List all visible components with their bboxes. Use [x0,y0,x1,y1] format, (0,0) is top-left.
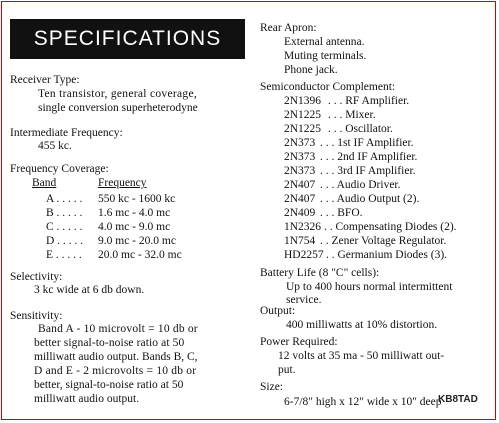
semi-desc: . . Compensating Diodes (2). [324,221,457,233]
band-column-header: Band [32,177,57,189]
size-heading: Size: [260,381,283,393]
sensitivity-line-4: D and E - 2 microvolts = 10 db or [34,365,197,377]
semi-part: 2N1225 [284,123,322,135]
power-line-2: put. [278,364,296,376]
rear-apron-line: External antenna. [284,36,365,48]
sensitivity-line-5: better, signal-to-noise ratio at 50 [34,379,184,391]
semi-desc: . . Zener Voltage Regulator. [320,235,447,247]
output-value: 400 milliwatts at 10% distortion. [286,319,438,331]
frequency-cell: 550 kc - 1600 kc [98,193,176,205]
frequency-cell: 4.0 mc - 9.0 mc [98,221,171,233]
semi-part: 2N409 [284,207,316,219]
semi-part: 2N407 [284,179,316,191]
semi-desc: . . . Oscillator. [328,123,393,135]
semi-part: 2N1396 [284,95,322,107]
band-cell: C . . . . . [46,221,83,233]
rear-apron-line: Phone jack. [284,64,338,76]
frequency-cell: 9.0 mc - 20.0 mc [98,235,176,247]
sensitivity-line-2: better signal-to-noise ratio at 50 [34,337,185,349]
output-heading: Output: [260,305,296,317]
frequency-coverage-heading: Frequency Coverage: [10,163,109,175]
semi-desc: . . . Audio Output (2). [320,193,420,205]
frequency-cell: 1.6 mc - 4.0 mc [98,207,171,219]
sensitivity-line-1: Band A - 10 microvolt = 10 db or [38,323,198,335]
rear-apron-heading: Rear Apron: [260,22,317,34]
semi-desc: . . . RF Amplifier. [328,95,410,107]
specifications-title: SPECIFICATIONS [10,19,245,59]
semi-part: 2N407 [284,193,316,205]
semi-part: HD2257 [284,249,324,261]
frequency-cell: 20.0 mc - 32.0 mc [98,249,182,261]
selectivity-heading: Selectivity: [10,271,63,283]
semi-desc: . . Germanium Diodes (3). [326,249,448,261]
rear-apron-line: Muting terminals. [284,50,367,62]
power-line-1: 12 volts at 35 ma - 50 milliwatt out- [278,350,445,362]
receiver-type-line-2: single conversion superheterodyne [38,102,198,114]
sensitivity-heading: Sensitivity: [10,310,63,322]
semi-part: 2N373 [284,151,316,163]
size-value: 6-7/8" high x 12" wide x 10" deep [284,396,442,408]
semi-desc: . . . BFO. [320,207,363,219]
semi-desc: . . . Mixer. [328,109,376,121]
if-frequency-heading: Intermediate Frequency: [10,127,123,139]
semi-part: 2N1225 [284,109,322,121]
battery-heading: Battery Life (8 "C" cells): [260,267,380,279]
semi-desc: . . . 2nd IF Amplifier. [320,151,418,163]
selectivity-value: 3 kc wide at 6 db down. [34,284,145,296]
band-cell: E . . . . . [46,249,82,261]
semi-part: 1N2326 [284,221,322,233]
power-heading: Power Required: [260,336,338,348]
semi-desc: . . . Audio Driver. [320,179,401,191]
if-frequency-value: 455 kc. [38,140,72,152]
sensitivity-line-3: milliwatt audio output. Bands B, C, [34,351,198,363]
sensitivity-line-6: milliwatt audio output. [34,393,140,405]
frequency-column-header: Frequency [98,177,147,189]
receiver-type-line-1: Ten transistor, general coverage, [38,88,198,100]
semi-part: 2N373 [284,165,316,177]
band-cell: A . . . . . [46,193,83,205]
semiconductor-heading: Semiconductor Complement: [260,81,396,93]
battery-line-2: service. [286,294,322,306]
semi-part: 1N754 [284,235,316,247]
semi-desc: . . . 3rd IF Amplifier. [320,165,416,177]
semi-desc: . . . 1st IF Amplifier. [320,137,414,149]
band-cell: D . . . . . [46,235,84,247]
battery-line-1: Up to 400 hours normal intermittent [286,281,453,293]
receiver-type-heading: Receiver Type: [10,74,80,86]
semi-part: 2N373 [284,137,316,149]
band-cell: B . . . . . [46,207,83,219]
watermark: KB8TAD [438,394,478,405]
